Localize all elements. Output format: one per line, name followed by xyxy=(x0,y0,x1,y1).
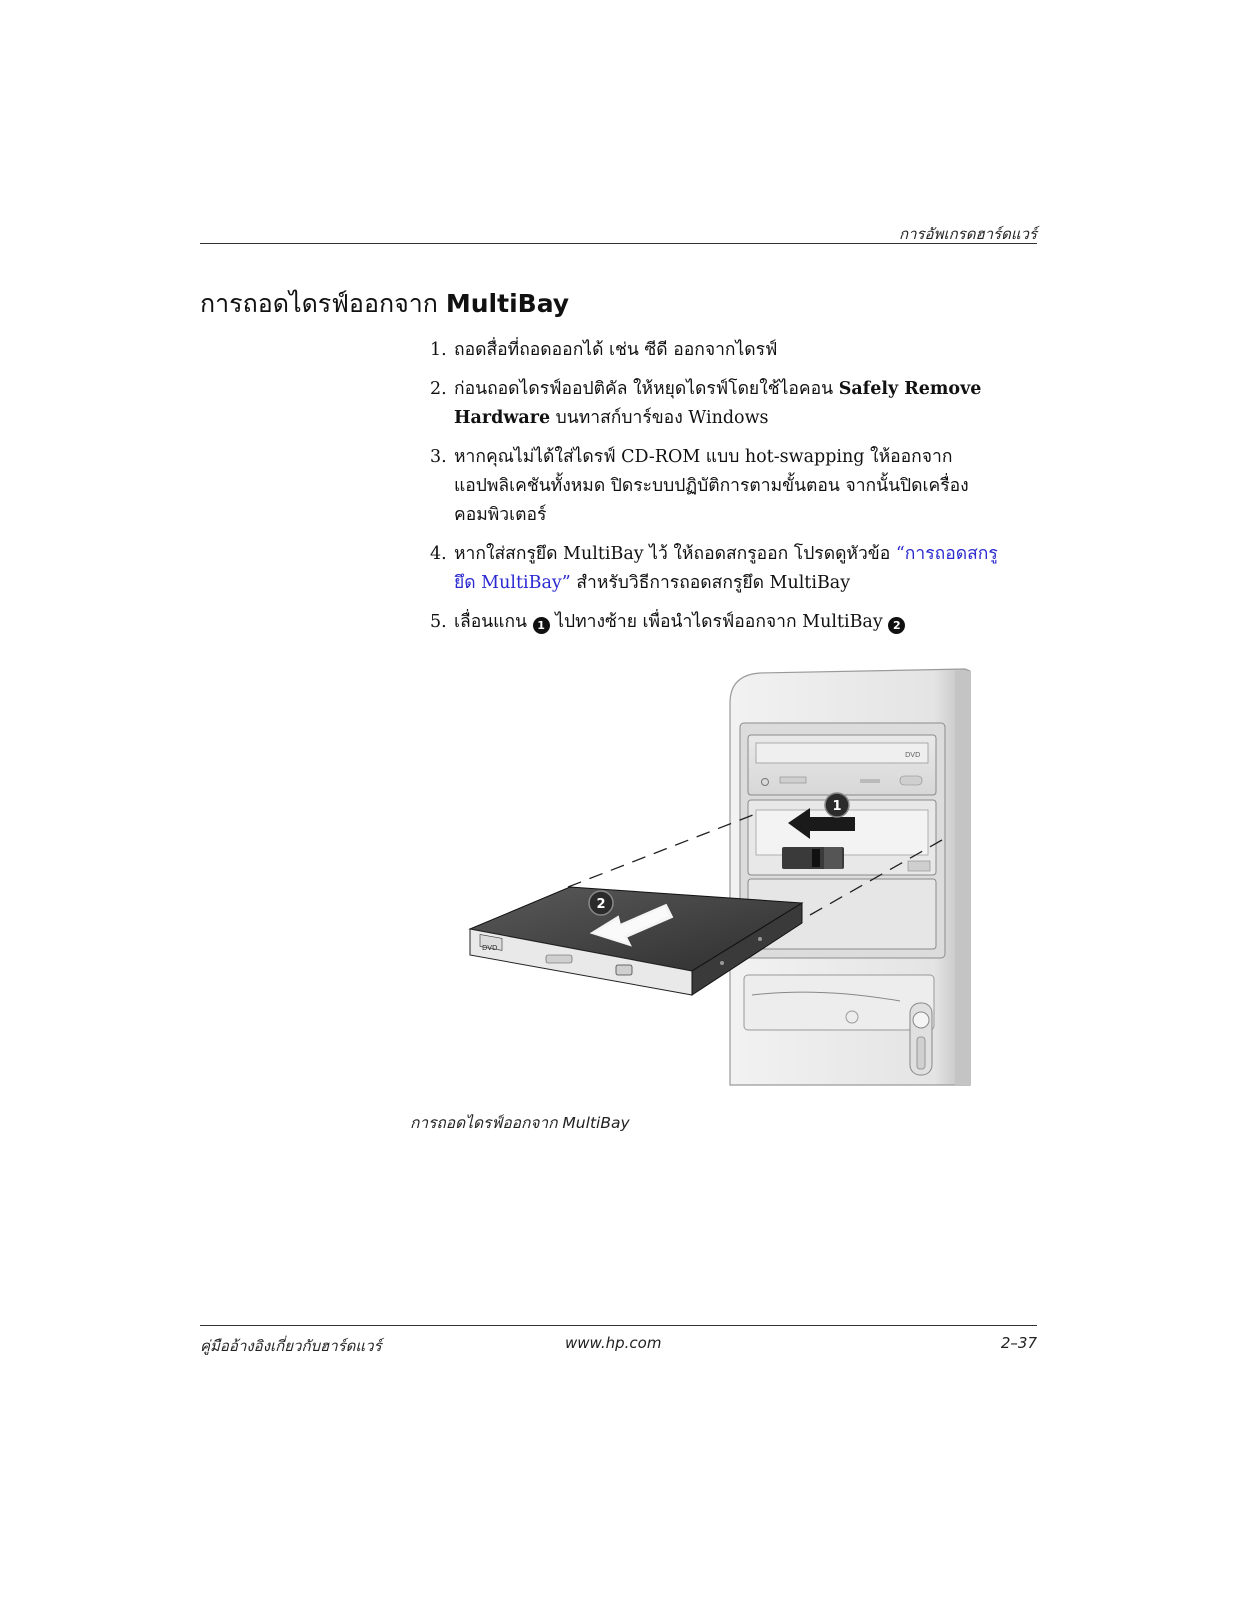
tower-dvd-logo: DVD xyxy=(905,751,921,759)
callout-2-number: 2 xyxy=(596,897,606,912)
step-5 xyxy=(432,608,1002,637)
step-number: 2. xyxy=(430,379,447,399)
step-4 xyxy=(432,540,1002,598)
step-2 xyxy=(432,375,1002,433)
figure-caption: การถอดไดรฟ์ออกจาก MultiBay xyxy=(410,1114,630,1132)
drive-dvd-logo: DVD xyxy=(482,944,498,952)
section-title xyxy=(200,284,569,324)
computer-tower xyxy=(730,669,970,1085)
step-text: ถอดสื่อที่ถอดออกได้ เช่น ซีดี ออกจากไดรฟ์ xyxy=(454,340,778,360)
cross-reference-link[interactable]: “การถอดสกรูยึด MultiBay” xyxy=(454,544,998,593)
step-number: 5. xyxy=(430,612,447,632)
running-head: การอัพเกรดฮาร์ดแวร์ xyxy=(899,225,1037,243)
step-text: เลื่อนแกน xyxy=(454,612,528,632)
step-text: สำหรับวิธีการถอดสกรูยึด MultiBay xyxy=(576,573,851,593)
footer-page-number: 2–37 xyxy=(1000,1334,1037,1352)
step-text: หากใส่สกรูยึด MultiBay ไว้ ให้ถอดสกรูออก โปรดดูหัวข้อ xyxy=(454,544,891,564)
multibay-removal-drawing xyxy=(460,665,980,1090)
step-number: 1. xyxy=(430,340,447,360)
footer-rule xyxy=(200,1325,1037,1326)
step-text: หากคุณไม่ได้ใส่ไดรฟ์ CD-ROM แบบ hot-swapping ให้ออกจากแอปพลิเคชันทั้งหมด ปิดระบบปฏิบัติการตามขั้นตอน จากนั้นปิดเครื่องคอมพิวเตอร์ xyxy=(454,447,969,525)
header-rule xyxy=(200,243,1037,244)
step-3 xyxy=(432,443,1002,530)
section-title-english: MultiBay xyxy=(445,289,570,318)
section-title-thai: การถอดไดรฟ์ออกจาก xyxy=(200,289,438,318)
step-number: 4. xyxy=(430,544,447,564)
footer-website[interactable]: www.hp.com xyxy=(565,1334,662,1352)
step-list xyxy=(432,336,1002,647)
callout-2-badge xyxy=(589,891,613,915)
callout-1-badge xyxy=(825,793,849,817)
callout-marker-2: 2 xyxy=(888,617,905,634)
footer-book-title: คู่มืออ้างอิงเกี่ยวกับฮาร์ดแวร์ xyxy=(200,1337,382,1355)
step-number: 3. xyxy=(430,447,447,467)
step-text: ก่อนถอดไดรฟ์ออปติคัล ให้หยุดไดรฟ์โดยใช้ไอคอน xyxy=(454,379,834,399)
callout-marker-1: 1 xyxy=(533,617,550,634)
multibay-removal-illustration xyxy=(460,665,980,1090)
step-text: ไปทางซ้าย เพื่อนำไดรฟ์ออกจาก MultiBay xyxy=(555,612,883,632)
callout-1-number: 1 xyxy=(832,799,842,814)
ui-term-safely-remove-hardware: Safely Remove Hardware xyxy=(454,379,982,428)
step-1 xyxy=(432,336,1002,365)
step-text: บนทาสก์บาร์ของ Windows xyxy=(555,408,769,428)
